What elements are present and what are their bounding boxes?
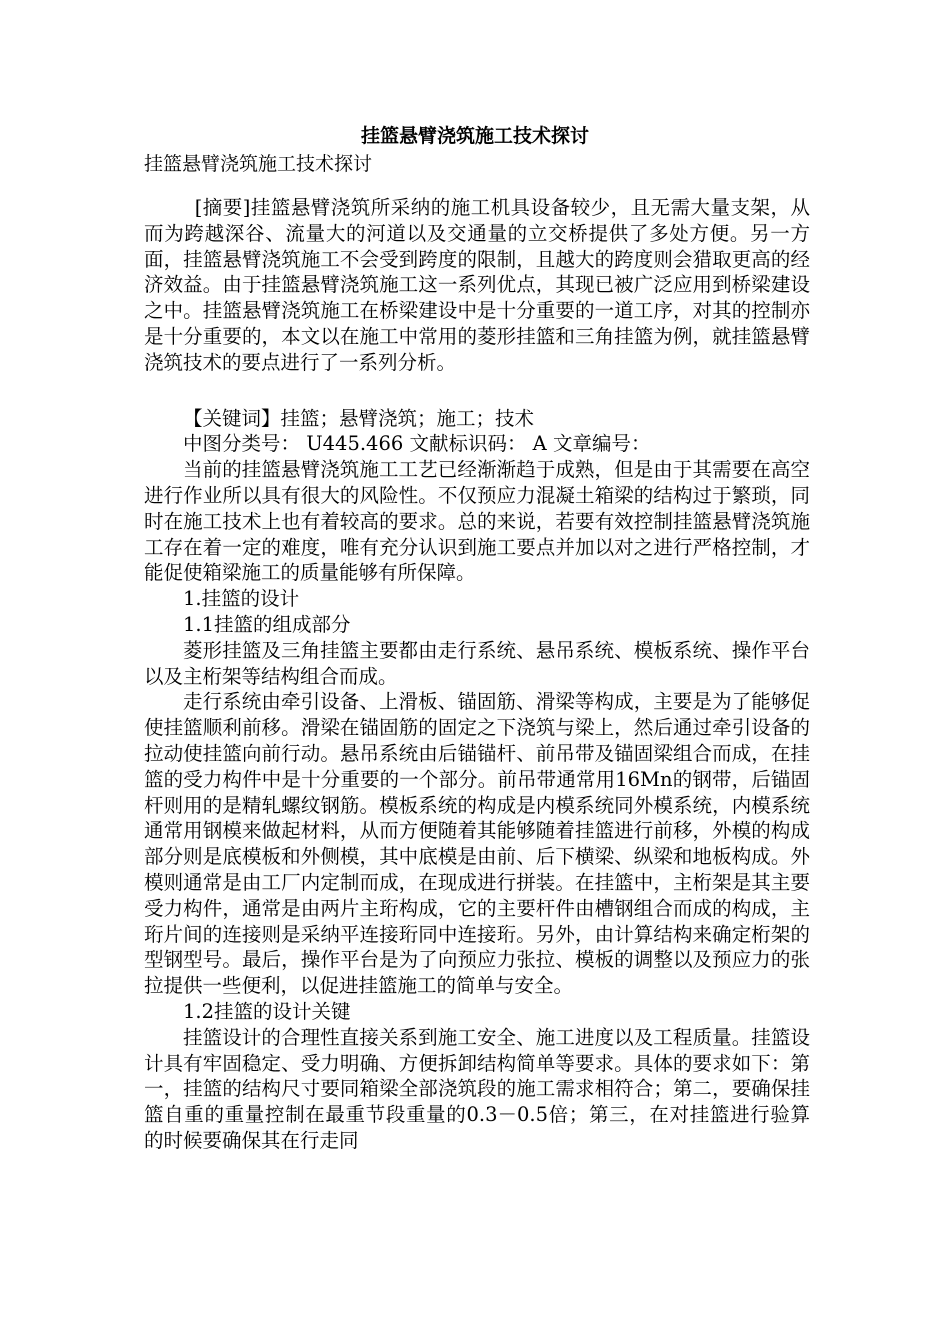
document-body — [144, 195, 810, 1154]
classification-line: 中图分类号： U445.466 文献标识码： A 文章编号： — [183, 432, 651, 456]
body-paragraph: 走行系统由牵引设备、上滑板、锚固筋、滑梁等构成，主要是为了能够促使挂篮顺利前移。滑梁在锚固筋的固定之下浇筑与梁上，然后通过牵引设备的拉动使挂篮向前行动。悬吊系统由后锚锚杆、前吊带及锚固梁组合而成，在挂篮的受力构件中是十分重要的一个部分。前吊带通常用16Mn的钢带，后锚固杆则用的是精轧螺纹钢筋。模板系统的构成是内模系统同外模系统，内模系统通常用钢模来做起材料，从而方便随着其能够随着挂篮进行前移，外模的构成部分则是底模板和外侧模，其中底模是由前、后下横梁、纵梁和地板构成。外模则通常是由工厂内定制而成，在现成进行拼装。在挂篮中，主桁架是其主要受力构件，通常是由两片主珩构成，它的主要杆件由槽钢组合而成的构成，主珩片间的连接则是采纳平连接珩同中连接珩。另外，由计算结构来确定桁架的型钢型号。最后，操作平台是为了向预应力张拉、模板的调整以及预应力的张拉提供一些便利，以促进挂篮施工的简单与安全。 — [144, 690, 810, 998]
section-heading-1-2: 1.2挂篮的设计关键 — [183, 999, 351, 1023]
section-heading-1: 1.挂篮的设计 — [183, 587, 300, 611]
document-title: 挂篮悬臂浇筑施工技术探讨 — [360, 125, 589, 147]
abstract-paragraph: [摘要]挂篮悬臂浇筑所采纳的施工机具设备较少，且无需大量支架，从而为跨越深谷、流量大的河道以及交通量的立交桥提供了多处方便。另一方面，挂篮悬臂浇筑施工不会受到跨度的限制，且越大的跨度则会猎取更高的经济效益。由于挂篮悬臂浇筑施工这一系列优点，其现已被广泛应用到桥梁建设之中。挂篮悬臂浇筑施工在桥梁建设中是十分重要的一道工序，对其的控制亦是十分重要的，本文以在施工中常用的菱形挂篮和三角挂篮为例，就挂篮悬臂浇筑技术的要点进行了一系列分析。 — [144, 196, 810, 374]
document-subtitle: 挂篮悬臂浇筑施工技术探讨 — [144, 153, 373, 175]
body-paragraph: 挂篮设计的合理性直接关系到施工安全、施工进度以及工程质量。挂篮设计具有牢固稳定、受力明确、方便拆卸结构简单等要求。具体的要求如下：第一，挂篮的结构尺寸要同箱梁全部浇筑段的施工需求相符合；第二，要确保挂篮自重的重量控制在最重节段重量的0.3－0.5倍；第三，在对挂篮进行验算的时候要确保其在行走同 — [144, 1025, 810, 1152]
intro-paragraph: 当前的挂篮悬臂浇筑施工工艺已经渐渐趋于成熟，但是由于其需要在高空进行作业所以具有很大的风险性。不仅预应力混凝土箱梁的结构过于繁琐，同时在施工技术上也有着较高的要求。总的来说，若要有效控制挂篮悬臂浇筑施工存在着一定的难度，唯有充分认识到施工要点并加以对之进行严格控制，才能促使箱梁施工的质量能够有所保障。 — [144, 458, 810, 585]
body-paragraph: 菱形挂篮及三角挂篮主要都由走行系统、悬吊系统、模板系统、操作平台以及主桁架等结构组合而成。 — [144, 638, 810, 688]
section-heading-1-1: 1.1挂篮的组成部分 — [183, 612, 351, 636]
keywords-line: 【关键词】挂篮；悬臂浇筑；施工；技术 — [183, 406, 535, 430]
